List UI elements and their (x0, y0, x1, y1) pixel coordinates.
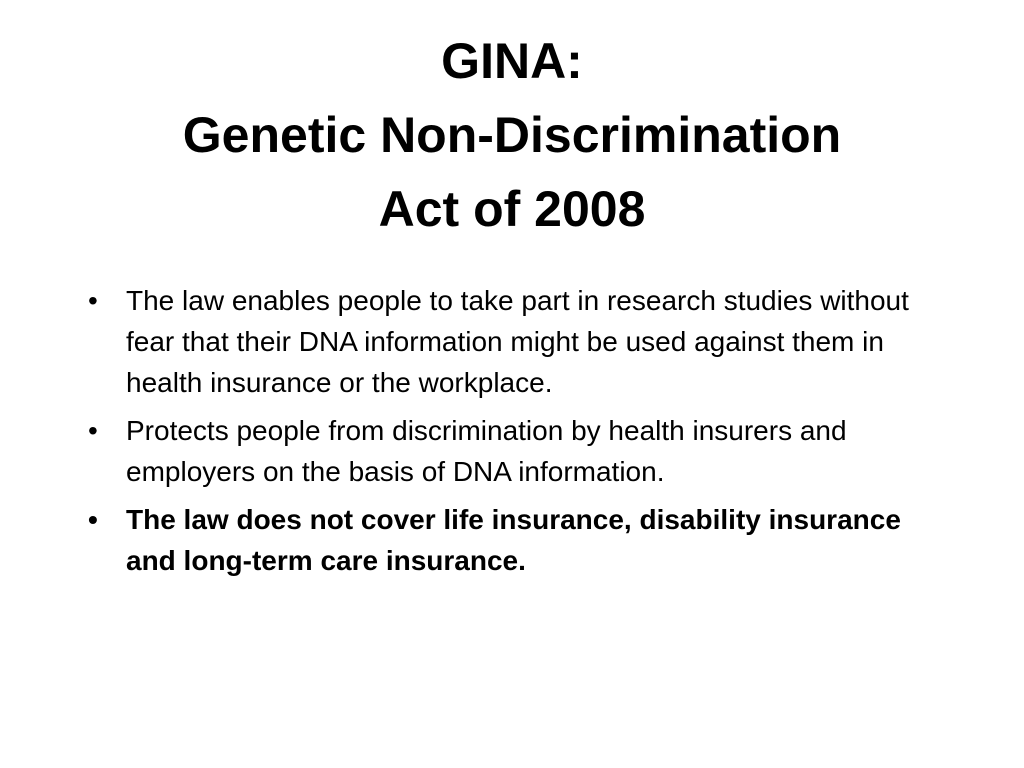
title-line-3: Act of 2008 (378, 181, 646, 237)
bullet-list (88, 280, 928, 588)
slide-title (60, 24, 964, 246)
bullet-item-research: • The law enables people to take part in research studies without fear that their DNA information might be used against them in health insurance or the workplace. (88, 280, 928, 403)
title-line-1: GINA: (441, 33, 583, 89)
bullet-item-protection: • Protects people from discrimination by health insurers and employers on the basis of DNA information. (88, 410, 928, 492)
title-line-2: Genetic Non-Discrimination (182, 107, 842, 163)
bullet-item-exclusions: • The law does not cover life insurance, disability insurance and long-term care insurance. (88, 499, 928, 581)
